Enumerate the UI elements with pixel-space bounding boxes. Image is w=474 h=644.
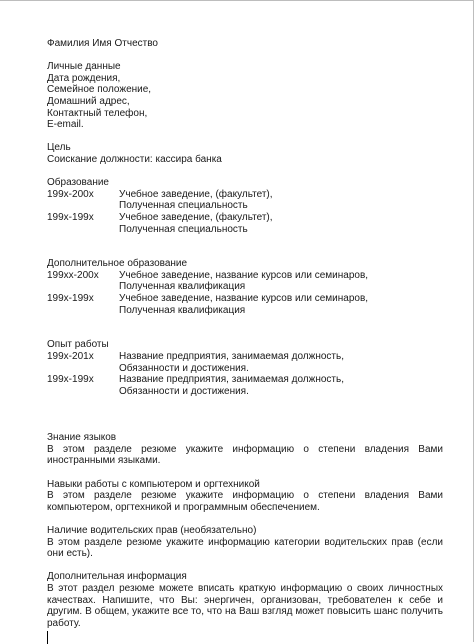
education-period: 199х-200х	[47, 188, 94, 200]
experience-company: Название предприятия, занимаемая должность,	[119, 374, 344, 386]
personal-birth-date[interactable]: Дата рождения,	[47, 72, 121, 84]
education-institution: Учебное заведение, (факультет),	[119, 188, 273, 200]
additional-education-qualification: Полученная квалификация	[119, 281, 246, 293]
experience-entry-detail[interactable]	[47, 363, 447, 375]
additional-info-text[interactable]: В этот раздел резюме можете вписать краткую информацию о своих личностных качествах. Напишите, что Вы: энергичен, организован, требователен к себе и другим. В общем, укажите все то, что на Ваш взгляд может повысить шанс получить работу.	[47, 582, 443, 629]
goal-heading[interactable]: Цель	[47, 142, 71, 154]
page-top-border	[0, 0, 474, 1]
experience-entry[interactable]	[47, 351, 447, 363]
computer-skills-text[interactable]: В этом разделе резюме укажите информацию о степени владения Вами компьютером, оргтехникой и программным обеспечением.	[47, 490, 443, 513]
languages-text[interactable]: В этом разделе резюме укажите информацию о степени владения Вами иностранными языками.	[47, 443, 443, 467]
experience-heading[interactable]: Опыт работы	[47, 339, 109, 351]
education-entry[interactable]	[47, 212, 447, 224]
additional-education-institution: Учебное заведение, название курсов или семинаров,	[119, 269, 369, 281]
additional-education-institution: Учебное заведение, название курсов или семинаров,	[119, 293, 369, 305]
education-entry-detail[interactable]	[47, 224, 447, 236]
education-entry-detail[interactable]	[47, 200, 447, 212]
additional-education-entry-detail[interactable]	[47, 281, 447, 293]
education-heading[interactable]: Образование	[47, 177, 109, 189]
experience-entry-detail[interactable]	[47, 386, 447, 398]
experience-period: 199х-201х	[47, 351, 94, 363]
education-specialty: Полученная специальность	[119, 200, 248, 212]
driving-license-text[interactable]: В этом разделе резюме укажите информацию категории водительских прав (если они есть).	[47, 536, 443, 560]
resume-content[interactable]	[47, 38, 447, 644]
experience-period: 199х-199х	[47, 374, 94, 386]
computer-skills-heading[interactable]: Навыки работы с компьютером и оргтехникой	[47, 478, 260, 490]
text-cursor	[47, 631, 48, 644]
languages-heading[interactable]: Знание языков	[47, 432, 117, 444]
driving-license-heading[interactable]: Наличие водительских прав (необязательно)	[47, 524, 257, 536]
additional-info-heading[interactable]: Дополнительная информация	[47, 571, 187, 583]
additional-education-period: 199х-199х	[47, 293, 94, 305]
goal-text[interactable]: Соискание должности: кассира банка	[47, 153, 222, 165]
additional-education-entry[interactable]	[47, 270, 447, 282]
additional-education-entry[interactable]	[47, 293, 447, 305]
personal-home-address[interactable]: Домашний адрес,	[47, 95, 130, 107]
experience-duties: Обязанности и достижения.	[119, 362, 249, 374]
personal-marital-status[interactable]: Семейное положение,	[47, 84, 152, 96]
experience-entry[interactable]	[47, 374, 447, 386]
additional-education-heading[interactable]: Дополнительное образование	[47, 258, 188, 270]
additional-education-entry-detail[interactable]	[47, 305, 447, 317]
additional-education-period: 199хх-200х	[47, 269, 99, 281]
personal-heading[interactable]: Личные данные	[47, 61, 121, 73]
experience-company: Название предприятия, занимаемая должность,	[119, 351, 344, 363]
education-entry[interactable]	[47, 189, 447, 201]
education-period: 199х-199х	[47, 211, 94, 223]
additional-education-qualification: Полученная квалификация	[119, 304, 246, 316]
education-specialty: Полученная специальность	[119, 223, 248, 235]
experience-duties: Обязанности и достижения.	[119, 385, 249, 397]
personal-phone[interactable]: Контактный телефон,	[47, 107, 148, 119]
personal-email[interactable]: E-email.	[47, 119, 84, 131]
full-name[interactable]: Фамилия Имя Отчество	[47, 38, 158, 49]
education-institution: Учебное заведение, (факультет),	[119, 211, 273, 223]
